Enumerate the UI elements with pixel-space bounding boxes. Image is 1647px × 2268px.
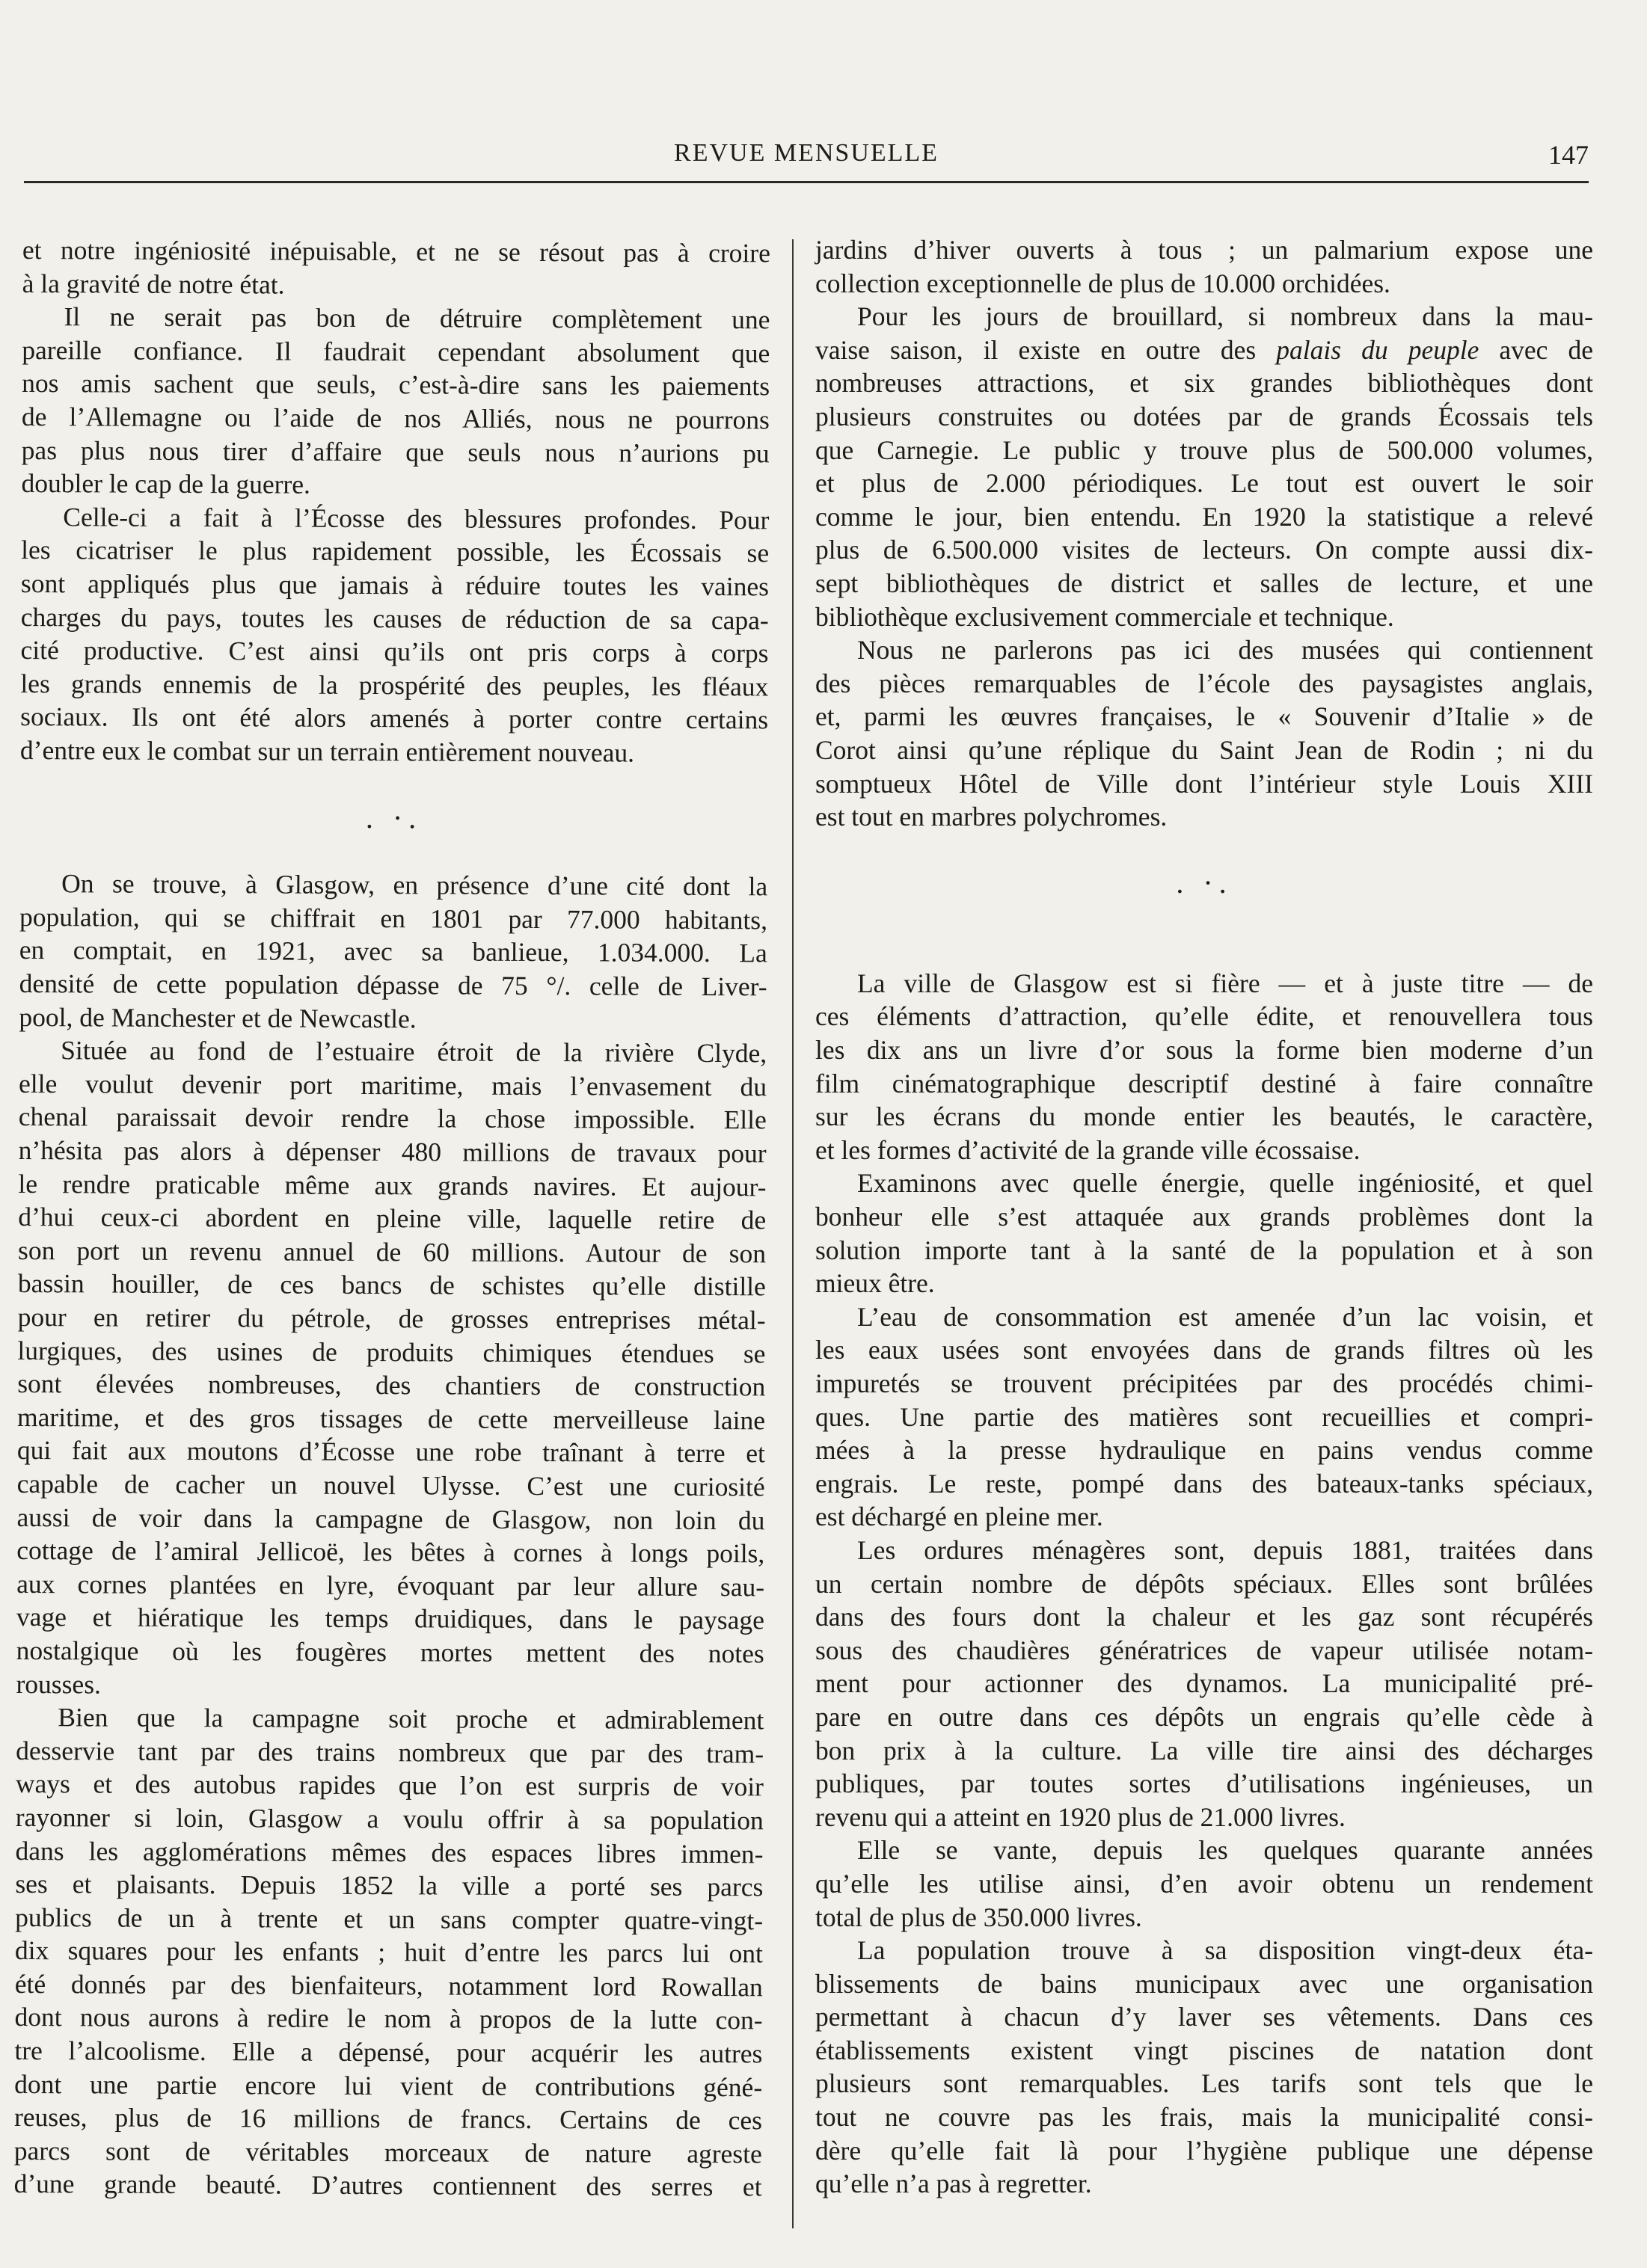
section-separator: . ·. (365, 801, 423, 835)
text-line: été donnés par des bienfaiteurs, notamment lord Rowallan (14, 1968, 763, 2003)
text-line: le rendre praticable même aux grands navires. Et aujour- (18, 1168, 767, 1202)
text-line: Examinons avec quelle énergie, quelle ingéniosité, et quel (857, 1168, 1593, 1199)
text-line: pare en outre dans ces dépôts un engrais qu’elle cède à (815, 1701, 1593, 1732)
text-line: doubler le cap de la guerre. (21, 468, 310, 500)
text-line: et les formes d’activité de la grande ville écossaise. (815, 1134, 1361, 1165)
text-line: qu’elle les utilise ainsi, d’en avoir obtenu un rendement (815, 1868, 1593, 1899)
text-line: film cinématographique descriptif destiné à faire connaître (815, 1068, 1593, 1098)
text-line: desservie tant par des trains nombreux que par des tram- (16, 1735, 764, 1769)
journal-title: REVUE MENSUELLE (674, 139, 939, 167)
column-divider (792, 239, 794, 2228)
text-line: reuses, plus de 16 millions de francs. Certains de ces (13, 2102, 763, 2136)
text-line: vaise saison, il existe en outre des palais du peuple avec de (815, 334, 1593, 365)
text-line: n’hésita pas alors à dépenser 480 millions de travaux pour (18, 1135, 767, 1169)
text-line: bon prix à la culture. La ville tire ainsi des décharges (815, 1735, 1593, 1765)
text-line: nombreuses attractions, et six grandes bibliothèques dont (815, 368, 1593, 399)
text-line: nos amis sachent que seuls, c’est-à-dire sans les paiements (22, 368, 770, 402)
text-line: sociaux. Ils ont été alors amenés à porter contre certains (20, 701, 769, 735)
text-line: ways et des autobus rapides que l’on est surpris de voir (15, 1768, 764, 1802)
section-separator: . ·. (1176, 866, 1233, 900)
text-line: blissements de bains municipaux avec une organisation (815, 1968, 1593, 1999)
text-line: et plus de 2.000 périodiques. Le tout est ouvert le soir (815, 468, 1593, 499)
text-line: Celle-ci a fait à l’Écosse des blessures profondes. Pour (63, 501, 770, 535)
text-line: elle voulut devenir port maritime, mais l’envasement du (18, 1068, 767, 1102)
text-line: en comptait, en 1921, avec sa banlieue, 1.034.000. La (19, 935, 767, 968)
text-line: capable de cacher un nouvel Ulysse. C’est une curiosité (16, 1468, 765, 1502)
text-line: nostalgique où les fougères mortes mettent des notes (16, 1635, 764, 1669)
text-line: les grands ennemis de la prospérité des peuples, les fléaux (20, 668, 769, 702)
running-header (24, 139, 1589, 173)
text-line: que Carnegie. Le public y trouve plus de 500.000 volumes, (815, 434, 1593, 465)
text-line: Il ne serait pas bon de détruire complètement une (64, 301, 770, 335)
text-line: Pour les jours de brouillard, si nombreux dans la mau- (857, 301, 1593, 332)
text-line: Les ordures ménagères sont, depuis 1881, traitées dans (857, 1534, 1593, 1565)
text-line: son port un revenu annuel de 60 millions. Autour de son (17, 1235, 767, 1269)
text-line: jardins d’hiver ouverts à tous ; un palmarium expose une (815, 235, 1593, 265)
text-line: est déchargé en pleine mer. (815, 1502, 1103, 1532)
text-line: L’eau de consommation est amenée d’un lac voisin, et (857, 1301, 1593, 1332)
text-line: On se trouve, à Glasgow, en présence d’une cité dont la (61, 868, 768, 902)
right-column (815, 233, 1593, 2201)
text-line: les cicatriser le plus rapidement possible, les Écossais se (21, 535, 770, 568)
text-line: ces éléments d’attraction, qu’elle édite, et renouvellera tous (815, 1001, 1593, 1032)
text-line: somptueux Hôtel de Ville dont l’intérieur style Louis XIII (815, 768, 1593, 799)
text-line: impuretés se trouvent précipitées par des procédés chimi- (815, 1368, 1593, 1398)
text-line: plus de 6.500.000 visites de lecteurs. On compte aussi dix- (815, 535, 1593, 565)
text-line: qu’elle n’a pas à regretter. (815, 2169, 1092, 2199)
text-line: Corot ainsi qu’une réplique du Saint Jean de Rodin ; ni du (815, 734, 1593, 765)
text-line: cité productive. C’est ainsi qu’ils ont pris corps à corps (20, 635, 769, 669)
text-line: est tout en marbres polychromes. (815, 802, 1168, 832)
text-line: pareille confiance. Il faudrait cependant absolument que (22, 334, 770, 369)
text-line: sous des chaudières génératrices de vapeur utilisée notam- (815, 1635, 1593, 1665)
text-line: La ville de Glasgow est si fière — et à juste titre — de (857, 968, 1593, 998)
text-line: Elle se vante, depuis les quelques quarante années (857, 1835, 1593, 1866)
text-line: Bien que la campagne soit proche et admirablement (58, 1702, 764, 1736)
text-line: parcs sont de véritables morceaux de nature agreste (13, 2135, 762, 2169)
spacer (19, 834, 767, 870)
text-line: pool, de Manchester et de Newcastle. (19, 1001, 417, 1033)
page-number: 147 (1548, 140, 1589, 170)
text-line: dans des fours dont la chaleur et les gaz sont récupérés (815, 1602, 1593, 1632)
text-line: chenal paraissait devoir rendre la chose impossible. Elle (18, 1101, 767, 1135)
text-line: total de plus de 350.000 livres. (815, 1902, 1142, 1932)
text-line: population, qui se chiffrait en 1801 par 77.000 habitants, (19, 901, 768, 935)
text-line: revenu qui a atteint en 1920 plus de 21.000 livres. (815, 1801, 1346, 1832)
text-line: et notre ingéniosité inépuisable, et ne se résout pas à croire (22, 234, 770, 268)
text-line: vage et hiératique les temps druidiques, dans le paysage (16, 1602, 765, 1635)
text-line: de l’Allemagne ou l’aide de nos Alliés, nous ne pourrons (21, 401, 770, 435)
text-line: publics de un à trente et un sans compter quatre-vingt- (15, 1902, 764, 1936)
text-line: sur les écrans du monde entier les beautés, le caractère, (815, 1101, 1593, 1132)
text-line: La population trouve à sa disposition vingt-deux éta- (857, 1935, 1593, 1966)
text-line: mées à la presse hydraulique en pains vendus comme (815, 1435, 1593, 1466)
text-line: ques. Une partie des matières sont recueillies et compri- (815, 1401, 1593, 1432)
text-line: les dix ans un livre d’or sous la forme bien moderne d’un (815, 1035, 1593, 1066)
text-line: d’entre eux le combat sur un terrain entièrement nouveau. (19, 734, 635, 768)
text-line: bassin houiller, de ces bancs de schistes qu’elle distille (17, 1268, 766, 1302)
text-line: un certain nombre de dépôts spéciaux. Elles sont brûlées (815, 1568, 1593, 1599)
spacer (815, 834, 1593, 867)
text-line: cottage de l’amiral Jellicoë, les bêtes à cornes à longs poils, (16, 1535, 765, 1569)
text-line: dère qu’elle fait là pour l’hygiène publique une dépense (815, 2135, 1593, 2166)
text-line: lurgiques, des usines de produits chimiques étendues se (17, 1335, 766, 1368)
text-line: bibliothèque exclusivement commerciale et technique. (815, 601, 1394, 632)
text-line: dont une partie encore lui vient de contributions géné- (14, 2068, 763, 2102)
spacer (815, 900, 1593, 967)
text-line: Située au fond de l’estuaire étroit de la rivière Clyde, (61, 1035, 767, 1069)
text-line: dans les agglomérations mêmes des espaces libres immen- (15, 1835, 764, 1869)
text-line: publiques, par toutes sortes d’utilisations ingénieuses, un (815, 1768, 1593, 1799)
text-line: solution importe tant à la santé de la population et à son (815, 1235, 1593, 1265)
text-line: sept bibliothèques de district et salles de lecture, et une (815, 568, 1593, 598)
text-line: collection exceptionnelle de plus de 10.000 orchidées. (815, 268, 1390, 298)
text-line: plusieurs construites ou dotées par de grands Écossais tels (815, 401, 1593, 431)
text-line: qui fait aux moutons d’Écosse une robe traînant à terre et (16, 1435, 765, 1469)
text-line: les eaux usées sont envoyées dans de grands filtres où les (815, 1335, 1593, 1365)
text-line: comme le jour, bien entendu. En 1920 la statistique a relevé (815, 501, 1593, 532)
text-line: plusieurs sont remarquables. Les tarifs sont tels que le (815, 2068, 1593, 2099)
text-line: et, parmi les œuvres françaises, le « Souvenir d’Italie » de (815, 701, 1593, 732)
header-rule (24, 181, 1589, 183)
text-line: ment pour actionner des dynamos. La municipalité pré- (815, 1668, 1593, 1699)
text-line: tre l’alcoolisme. Elle a dépensé, pour acquérir les autres (14, 2035, 763, 2069)
text-line: rousses. (16, 1668, 102, 1700)
spacer (20, 766, 768, 803)
text-line: engrais. Le reste, pompé dans des bateaux-tanks spéciaux, (815, 1468, 1593, 1499)
text-line: pour en retirer du pétrole, de grosses entreprises métal- (17, 1301, 766, 1336)
text-line: Nous ne parlerons pas ici des musées qui contiennent (857, 635, 1593, 666)
text-line: à la gravité de notre état. (22, 268, 285, 300)
text-line: aussi de voir dans la campagne de Glasgow, non loin du (16, 1502, 765, 1535)
text-line: aux cornes plantées en lyre, évoquant par leur allure sau- (16, 1568, 765, 1602)
text-line: permettant à chacun d’y laver ses vêtements. Dans ces (815, 2002, 1593, 2032)
text-line: d’une grande beauté. D’autres contiennent des serres et (13, 2169, 762, 2202)
text-line: bonheur elle s’est attaquée aux grands problèmes dont la (815, 1202, 1593, 1232)
text-line: rayonner si loin, Glasgow a voulu offrir à sa population (15, 1801, 764, 1836)
text-line: ses et plaisants. Depuis 1852 la ville a porté ses parcs (15, 1869, 764, 1902)
text-line: des pièces remarquables de l’école des paysagistes anglais, (815, 668, 1593, 698)
text-line: charges du pays, toutes les causes de réduction de sa capa- (20, 601, 769, 635)
text-line: mieux être. (815, 1268, 935, 1299)
text-line: dont nous aurons à redire le nom à propos de la lutte con- (14, 2002, 763, 2035)
text-line: sont appliqués plus que jamais à réduire toutes les vaines (20, 568, 770, 602)
text-line: dix squares pour les enfants ; huit d’entre les parcs lui ont (14, 1935, 764, 1969)
text-line: pas plus nous tirer d’affaire que seuls nous n’aurions pu (21, 434, 770, 468)
left-column (14, 233, 770, 2204)
text-line: tout ne couvre pas les frais, mais la municipalité consi- (815, 2102, 1593, 2133)
text-line: maritime, et des gros tissages de cette merveilleuse laine (17, 1401, 766, 1436)
text-line: établissements existent vingt piscines de natation dont (815, 2035, 1593, 2065)
text-line: sont élevées nombreuses, des chantiers de construction (17, 1368, 766, 1402)
text-line: d’hui ceux-ci abordent en pleine ville, laquelle retire de (18, 1202, 767, 1235)
text-line: densité de cette population dépasse de 75 °/. celle de Liver- (19, 968, 767, 1002)
